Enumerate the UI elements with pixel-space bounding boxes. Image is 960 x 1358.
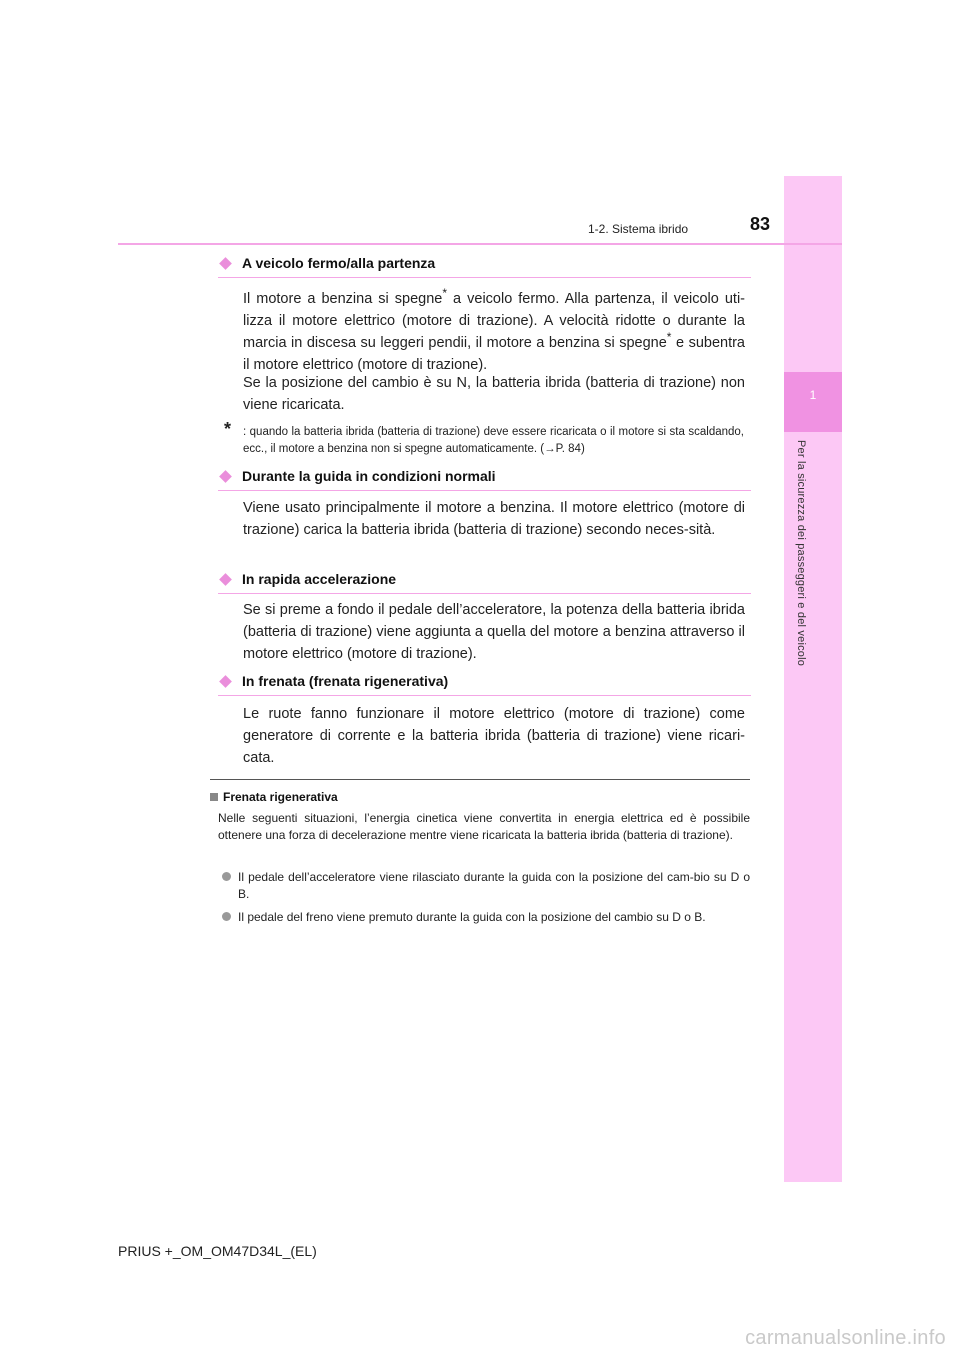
- document-code: PRIUS +_OM_OM47D34L_(EL): [118, 1243, 317, 1259]
- diamond-bullet-icon: [219, 675, 232, 688]
- section-paragraph: Se la posizione del cambio è su N, la batteria ibrida (batteria di trazione) non viene ricaricata.: [243, 375, 745, 413]
- list-item: Il pedale del freno viene premuto durante la guida con la posizione del cambio su D o B.: [218, 909, 750, 926]
- circle-bullet-icon: [222, 912, 231, 921]
- section-heading: In frenata (frenata rigenerativa): [218, 673, 751, 696]
- notes-divider: [210, 779, 750, 780]
- note-paragraph: Nelle seguenti situazioni, l’energia cinetica viene convertita in energia elettrica ed è possibile ottenere una forza di decelerazione mentre viene ricaricata la batteria ibrida (batteria di trazione).: [218, 811, 750, 842]
- chapter-number: 1: [809, 388, 817, 402]
- chapter-side-tab: [784, 176, 842, 1182]
- section-paragraph: Se si preme a fondo il pedale dell’acceleratore, la potenza della batteria ibrida (batteria di trazione) viene aggiunta a quella del motore a benzina attraverso il motore elettrico (motore di trazione).: [243, 602, 745, 662]
- diamond-bullet-icon: [219, 257, 232, 270]
- section-paragraph: Le ruote fanno funzionare il motore elettrico (motore di trazione) come generatore di corrente e la batteria ibrida (batteria di trazione) viene ricari-cata.: [243, 706, 745, 766]
- section-paragraph: Il motore a benzina si spegne* a veicolo fermo. Alla partenza, il veicolo uti-lizza il motore elettrico (motore di trazione). A velocità ridotte o durante la marcia in discesa su leggeri pendii, il motore a benzina si spegne* e subentra il motore elettrico (motore di trazione).: [243, 286, 746, 373]
- footnote: * : quando la batteria ibrida (batteria di trazione) deve essere ricaricata o il motore si sta scaldando, ecc., il motore a benzina non si spegne automaticamente. (→P. 84): [224, 419, 744, 455]
- section-heading: A veicolo fermo/alla partenza: [218, 255, 751, 278]
- note-heading: Frenata rigenerativa: [210, 790, 338, 804]
- page-number: 83: [750, 214, 771, 234]
- header-divider: [118, 243, 842, 245]
- section-paragraph: Viene usato principalmente il motore a benzina. Il motore elettrico (motore di trazione) carica la batteria ibrida (batteria di trazione) secondo neces-sità.: [243, 500, 745, 538]
- chapter-number-block: [784, 372, 842, 432]
- diamond-bullet-icon: [219, 470, 232, 483]
- list-item: Il pedale dell’acceleratore viene rilasciato durante la guida con la posizione del cam-bio su D o B.: [218, 869, 750, 903]
- asterisk-mark: *: [442, 286, 448, 301]
- diamond-bullet-icon: [219, 573, 232, 586]
- chapter-title: Per la sicurezza dei passeggeri e del veicolo: [795, 440, 807, 667]
- section-label: 1-2. Sistema ibrido: [588, 222, 689, 236]
- square-bullet-icon: [210, 793, 218, 801]
- asterisk-mark: *: [666, 330, 672, 345]
- footnote-asterisk: *: [224, 419, 232, 439]
- section-heading: Durante la guida in condizioni normali: [218, 468, 751, 491]
- circle-bullet-icon: [222, 872, 231, 881]
- section-heading: In rapida accelerazione: [218, 571, 751, 594]
- watermark: carmanualsonline.info: [745, 1327, 946, 1349]
